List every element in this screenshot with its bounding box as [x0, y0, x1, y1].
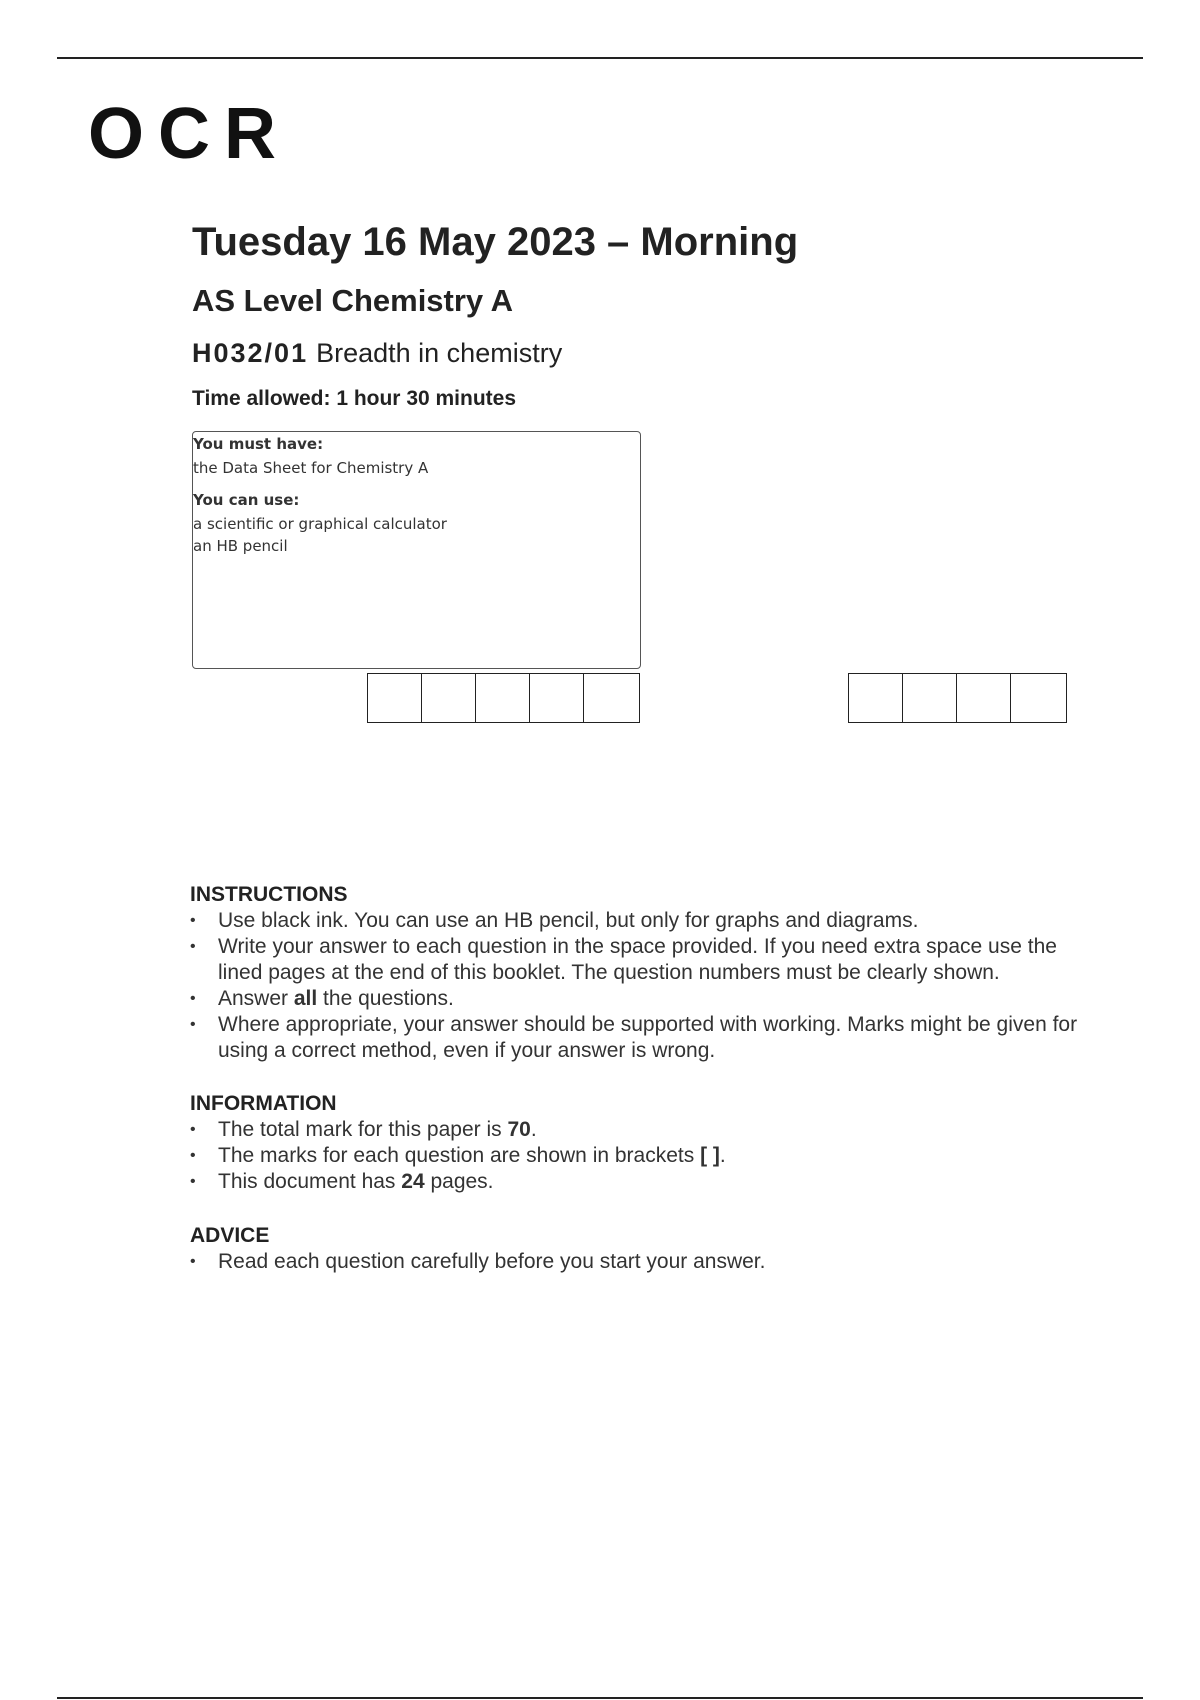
item-text: .: [719, 1144, 726, 1167]
can-use-heading: You can use:: [193, 491, 300, 509]
item-text: Use black ink. You can use an HB pencil, but only for graphs and diagrams.: [218, 909, 919, 932]
bullet-icon: •: [190, 938, 196, 955]
list-item: [190, 1249, 1090, 1275]
instructions-list: [190, 908, 1090, 1064]
advice-section: [190, 1223, 1090, 1275]
can-use-item: an HB pencil: [193, 537, 288, 555]
list-item: [190, 1143, 1090, 1169]
page-count-value: 24: [401, 1170, 425, 1193]
item-text: Where appropriate, your answer should be supported with working. Marks might be given for using a correct method, even if your answer is wrong.: [218, 1013, 1078, 1062]
candidate-number-cell[interactable]: [957, 674, 1011, 722]
item-text: Answer: [218, 987, 294, 1010]
item-text: pages.: [424, 1170, 494, 1193]
centre-number-boxes[interactable]: [367, 673, 640, 723]
candidate-number-boxes[interactable]: [848, 673, 1067, 723]
centre-number-cell[interactable]: [368, 674, 422, 722]
list-item: [190, 908, 1090, 934]
centre-number-cell[interactable]: [530, 674, 584, 722]
bullet-icon: •: [190, 990, 196, 1007]
bullet-icon: •: [190, 1121, 196, 1138]
requirements-box: [192, 431, 641, 669]
exam-date-heading: Tuesday 16 May 2023 – Morning: [192, 220, 799, 264]
time-allowed: Time allowed: 1 hour 30 minutes: [192, 387, 517, 410]
total-mark-value: 70: [507, 1118, 531, 1141]
bullet-icon: •: [190, 1016, 196, 1033]
list-item: [190, 1169, 1090, 1195]
must-have-heading: You must have:: [193, 435, 324, 453]
bullet-icon: •: [190, 1147, 196, 1164]
unit-line: [192, 340, 562, 367]
unit-title: Breadth in chemistry: [316, 338, 563, 368]
candidate-number-cell[interactable]: [903, 674, 957, 722]
unit-code: H032/01: [192, 338, 309, 368]
centre-number-cell[interactable]: [476, 674, 530, 722]
list-item: [190, 934, 1090, 986]
information-title: INFORMATION: [190, 1092, 337, 1115]
list-item: [190, 986, 1090, 1012]
item-text: Write your answer to each question in the space provided. If you need extra space use the lined pages at the end of this booklet. The question numbers must be clearly shown.: [218, 935, 1057, 984]
advice-list: [190, 1249, 1090, 1275]
can-use-item: a scientific or graphical calculator: [193, 515, 447, 533]
qualification-title: AS Level Chemistry A: [192, 283, 514, 318]
item-text: Read each question carefully before you start your answer.: [218, 1250, 766, 1273]
bullet-icon: •: [190, 912, 196, 929]
instructions-section: [190, 882, 1090, 1064]
centre-number-cell[interactable]: [584, 674, 638, 722]
candidate-number-cell[interactable]: [1011, 674, 1065, 722]
emphasis-text: all: [293, 987, 318, 1010]
list-item: [190, 1012, 1090, 1064]
top-rule: [57, 57, 1143, 59]
item-text: the questions.: [317, 987, 454, 1010]
item-text: .: [530, 1118, 537, 1141]
must-have-item: the Data Sheet for Chemistry A: [193, 459, 429, 477]
item-text: This document has: [218, 1170, 402, 1193]
information-section: [190, 1091, 1090, 1195]
information-list: [190, 1117, 1090, 1195]
ocr-logo: OCR: [88, 94, 290, 174]
bullet-icon: •: [190, 1173, 196, 1190]
bullet-icon: •: [190, 1253, 196, 1270]
bottom-rule: [57, 1697, 1143, 1699]
instructions-title: INSTRUCTIONS: [190, 883, 348, 906]
item-text: The total mark for this paper is: [218, 1118, 508, 1141]
advice-title: ADVICE: [190, 1224, 270, 1247]
centre-number-cell[interactable]: [422, 674, 476, 722]
list-item: [190, 1117, 1090, 1143]
candidate-number-cell[interactable]: [849, 674, 903, 722]
brackets-symbol: [ ]: [700, 1144, 720, 1167]
item-text: The marks for each question are shown in brackets: [218, 1144, 701, 1167]
